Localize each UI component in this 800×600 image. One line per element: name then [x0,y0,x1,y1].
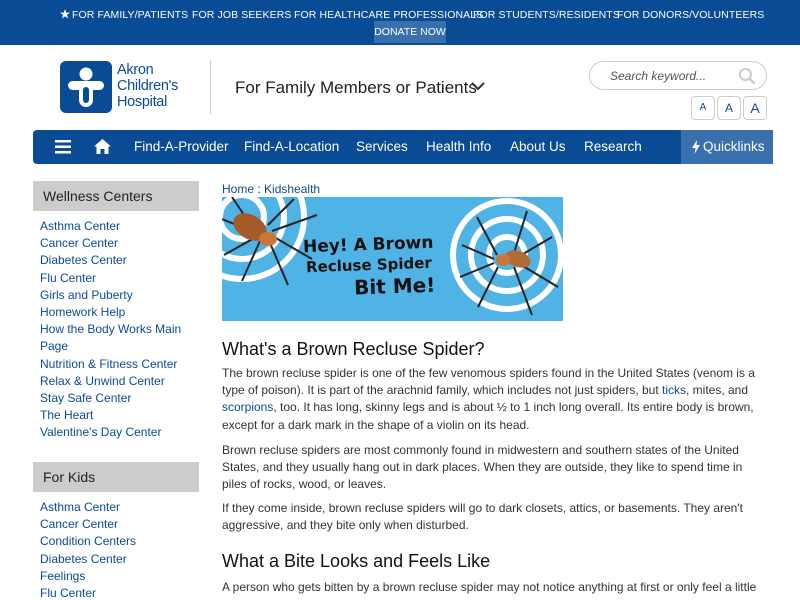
breadcrumb-separator: : [254,182,265,196]
nav-find-a-provider[interactable]: Find-A-Provider [134,139,229,154]
sidebar-heading-for-kids: For Kids [33,462,199,492]
hero-title-line-2: Recluse Spider [305,253,433,277]
star-icon [60,9,70,19]
sidebar-item-diabetes-center[interactable]: Diabetes Center [40,253,127,268]
header-divider [210,60,211,114]
sidebar-item-valentines-day[interactable]: Valentine's Day Center [40,425,162,440]
nav-find-a-location[interactable]: Find-A-Location [244,139,340,154]
article-paragraph-2: Brown recluse spiders are most commonly found in midwestern and southern states of the United States, and they usually hang out in dark places. When they are outside, they like to spend time in piles of rocks, wood, or leaves. [222,443,743,492]
sidebar-item-kids-cancer-center[interactable]: Cancer Center [40,517,119,532]
logo-line-1: Akron [117,62,154,78]
hero-title [279,232,459,302]
bolt-icon [692,140,700,154]
logo-line-3: Hospital [117,94,167,110]
sidebar-item-flu-center[interactable]: Flu Center [40,270,97,285]
sidebar-item-kids-diabetes-center[interactable]: Diabetes Center [40,551,127,566]
sidebar-list-for-kids [40,499,190,600]
hero-title-line-3: Bit Me! [353,272,436,300]
logo-figure-icon [60,61,112,113]
sidebar-item-how-the-body-works[interactable]: How the Body Works Main Page [40,322,182,354]
menu-icon[interactable] [55,140,71,154]
logo-line-2: Children's [117,78,179,94]
link-ticks[interactable]: ticks [662,383,686,398]
article-paragraph-1-part-c: , too. It has long, skinny legs and is about ½ to 1 inch long overall. Its entire body is brown, except for a dark mark in the shape of a violin on its head. [222,400,754,432]
sidebar-item-asthma-center[interactable]: Asthma Center [40,219,121,233]
link-job-seekers[interactable]: FOR JOB SEEKERS [192,9,292,21]
chevron-down-icon[interactable] [470,80,486,92]
hero-title-line-1: Hey! A Brown [302,232,434,258]
link-scorpions[interactable]: scorpions [222,400,274,415]
logo-wordmark[interactable] [117,62,178,110]
link-family-patients-label: FOR FAMILY/PATIENTS [72,9,189,21]
sidebar-item-kids-feelings[interactable]: Feelings [40,568,86,583]
nav-services[interactable]: Services [356,139,408,154]
sidebar-item-nutrition-fitness[interactable]: Nutrition & Fitness Center [40,356,178,371]
hero-banner [222,197,563,321]
main-nav [33,130,767,164]
article-paragraph-4: A person who gets bitten by a brown recluse spider may not notice anything at first or only feel a little [222,580,757,594]
home-icon[interactable] [94,139,111,154]
font-size-large-button[interactable]: A [743,96,767,120]
breadcrumb-current[interactable]: Kidshealth [264,182,321,196]
sidebar-item-stay-safe[interactable]: Stay Safe Center [40,391,132,406]
link-students-residents[interactable]: FOR STUDENTS/RESIDENTS [473,9,620,21]
sidebar-item-relax-unwind[interactable]: Relax & Unwind Center [40,373,165,388]
sidebar-item-the-heart[interactable]: The Heart [40,408,94,423]
article-paragraph-1-part-b: , mites, and [686,383,749,398]
article-paragraph-3: If they come inside, brown recluse spiders will go to dark closets, attics, or basements. They aren't aggressive, and they bite only when disturbed. [222,501,743,533]
breadcrumb [222,182,320,196]
font-size-small-button[interactable]: A [691,96,715,120]
link-family-patients[interactable] [60,9,188,21]
sidebar-item-cancer-center[interactable]: Cancer Center [40,236,119,251]
article-paragraph-1-part-a: The brown recluse spider is one of the few venomous spiders found in the United States (venom is a type of poison). It is part of the arachnid family, which includes not just spiders, but [222,366,755,398]
nav-research[interactable]: Research [584,139,642,154]
article-paragraph-1 [222,365,770,434]
font-size-medium-button[interactable]: A [717,96,741,120]
nav-about-us[interactable]: About Us [510,139,566,154]
donate-button[interactable]: DONATE NOW [374,21,446,43]
nav-health-info[interactable]: Health Info [426,139,492,154]
article-heading-what-is: What's a Brown Recluse Spider? [222,339,485,359]
search-box [589,61,767,90]
sidebar-item-homework-help[interactable]: Homework Help [40,305,126,320]
nav-quicklinks[interactable] [681,130,773,164]
sidebar-heading-wellness: Wellness Centers [33,181,199,211]
logo-mark[interactable] [60,61,112,113]
sidebar-item-kids-condition-centers[interactable]: Condition Centers [40,534,137,549]
nav-quicklinks-label: Quicklinks [703,139,765,154]
search-input[interactable] [610,68,730,84]
sidebar-list-wellness [40,218,190,442]
breadcrumb-home[interactable]: Home [222,182,255,196]
sidebar-item-kids-asthma-center[interactable]: Asthma Center [40,500,121,514]
article-heading-bite: What a Bite Looks and Feels Like [222,551,491,571]
link-healthcare-professionals[interactable]: FOR HEALTHCARE PROFESSIONALS [294,9,484,21]
link-donors-volunteers[interactable]: FOR DONORS/VOLUNTEERS [617,9,765,21]
sidebar-item-kids-flu-center[interactable]: Flu Center [40,586,97,600]
search-icon[interactable] [738,67,756,85]
audience-selector-label[interactable]: For Family Members or Patients [235,78,477,97]
sidebar-item-girls-and-puberty[interactable]: Girls and Puberty [40,287,133,302]
utility-bar [0,0,800,45]
